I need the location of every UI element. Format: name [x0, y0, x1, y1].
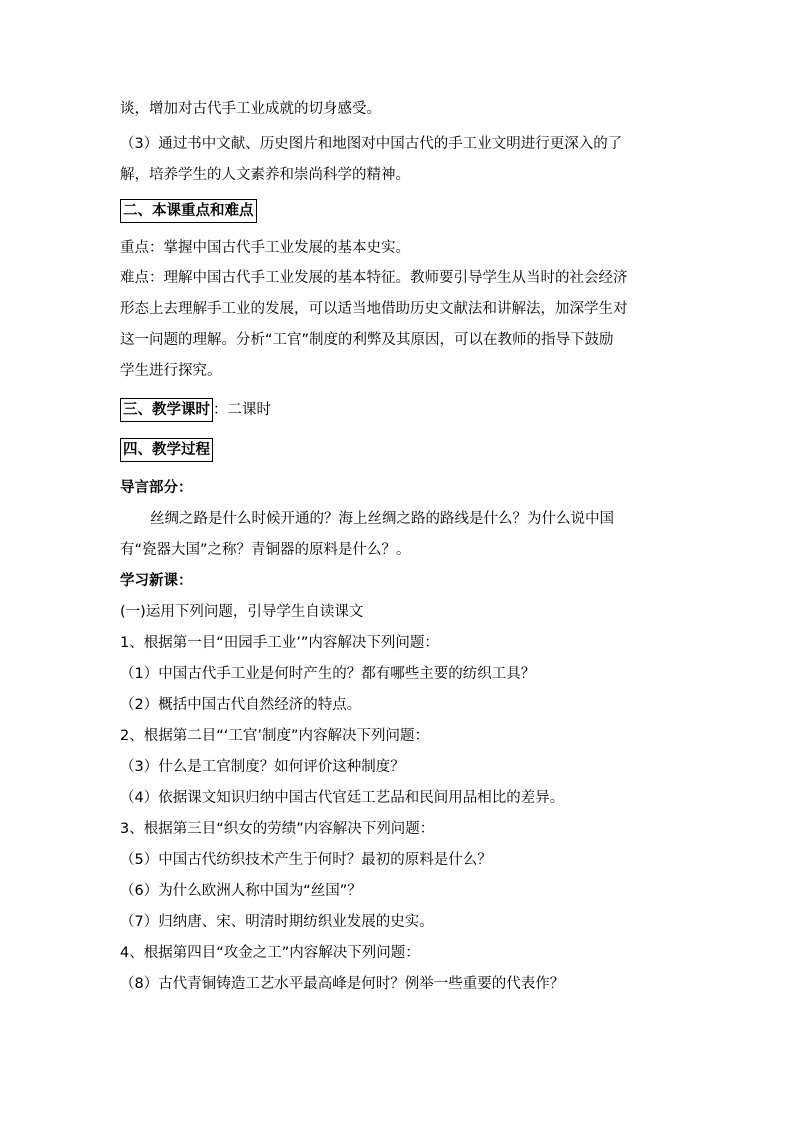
- paragraph-line: 谈，增加对古代手工业成就的切身感受。: [120, 101, 381, 117]
- list-item: 3、根据第三目“织女的劳绩”内容解决下列问题：: [120, 821, 435, 837]
- paragraph-line: 形态上去理解手工业的发展，可以适当地借助历史文献法和讲解法，加深学生对: [120, 301, 628, 317]
- list-item: （7）归纳唐、宋、明清时期纺织业发展的史实。: [120, 914, 434, 930]
- list-item: （2）概括中国古代自然经济的特点。: [120, 697, 362, 713]
- paragraph-line: 解，培养学生的人文素养和崇尚科学的精神。: [120, 167, 410, 183]
- paragraph-line: （3）通过书中文献、历史图片和地图对中国古代的手工业文明进行更深入的了: [120, 136, 623, 152]
- paragraph-line: 有“瓷器大国”之称？青铜器的原料是什么？。: [120, 542, 411, 558]
- section-heading-3-tail: ：二课时: [213, 402, 271, 418]
- list-item: 1、根据第一目“田园手工业’”内容解决下列问题：: [120, 635, 439, 651]
- list-item: （5）中国古代纺织技术产生于何时？最初的原料是什么？: [120, 852, 492, 868]
- difficulty-line: 难点：理解中国古代手工业发展的基本特征。教师要引导学生从当时的社会经济: [120, 270, 628, 286]
- section-heading-4: [120, 438, 213, 462]
- paragraph-line: (一)运用下列问题，引导学生自读课文: [120, 604, 364, 620]
- list-item: （8）古代青铜铸造工艺水平最高峰是何时？例举一些重要的代表作？: [120, 976, 565, 992]
- list-item: （4）依据课文知识归纳中国古代官廷工艺品和民间用品相比的差异。: [120, 790, 565, 806]
- section-heading-2: [120, 199, 257, 223]
- list-item: （3）什么是工官制度？如何评价这种制度？: [120, 759, 405, 775]
- list-item: （1）中国古代手工业是何时产生的？都有哪些主要的纺织工具？: [120, 666, 536, 682]
- section-heading-3: [120, 398, 271, 422]
- section-heading-3-box: 三、教学课时: [120, 398, 213, 422]
- section-heading-2-box: 二、本课重点和难点: [120, 199, 257, 223]
- list-item: （6）为什么欧洲人称中国为“丝国”？: [120, 883, 362, 899]
- learn-heading: 学习新课：: [120, 573, 193, 589]
- paragraph-line: 丝绸之路是什么时候开通的？海上丝绸之路的路线是什么？为什么说中国: [150, 511, 614, 527]
- key-point-line: 重点：掌握中国古代手工业发展的基本史实。: [120, 240, 410, 256]
- intro-heading: 导言部分：: [120, 480, 193, 496]
- list-item: 2、根据第二目“‘工官’制度”内容解决下列问题：: [120, 728, 429, 744]
- paragraph-line: 这一问题的理解。分析“工官”制度的利弊及其原因，可以在教师的指导下鼓励: [120, 332, 614, 348]
- paragraph-line: 学生进行探究。: [120, 363, 222, 379]
- section-heading-4-box: 四、教学过程: [120, 438, 213, 462]
- list-item: 4、根据第四目“攻金之工”内容解决下列问题：: [120, 945, 420, 961]
